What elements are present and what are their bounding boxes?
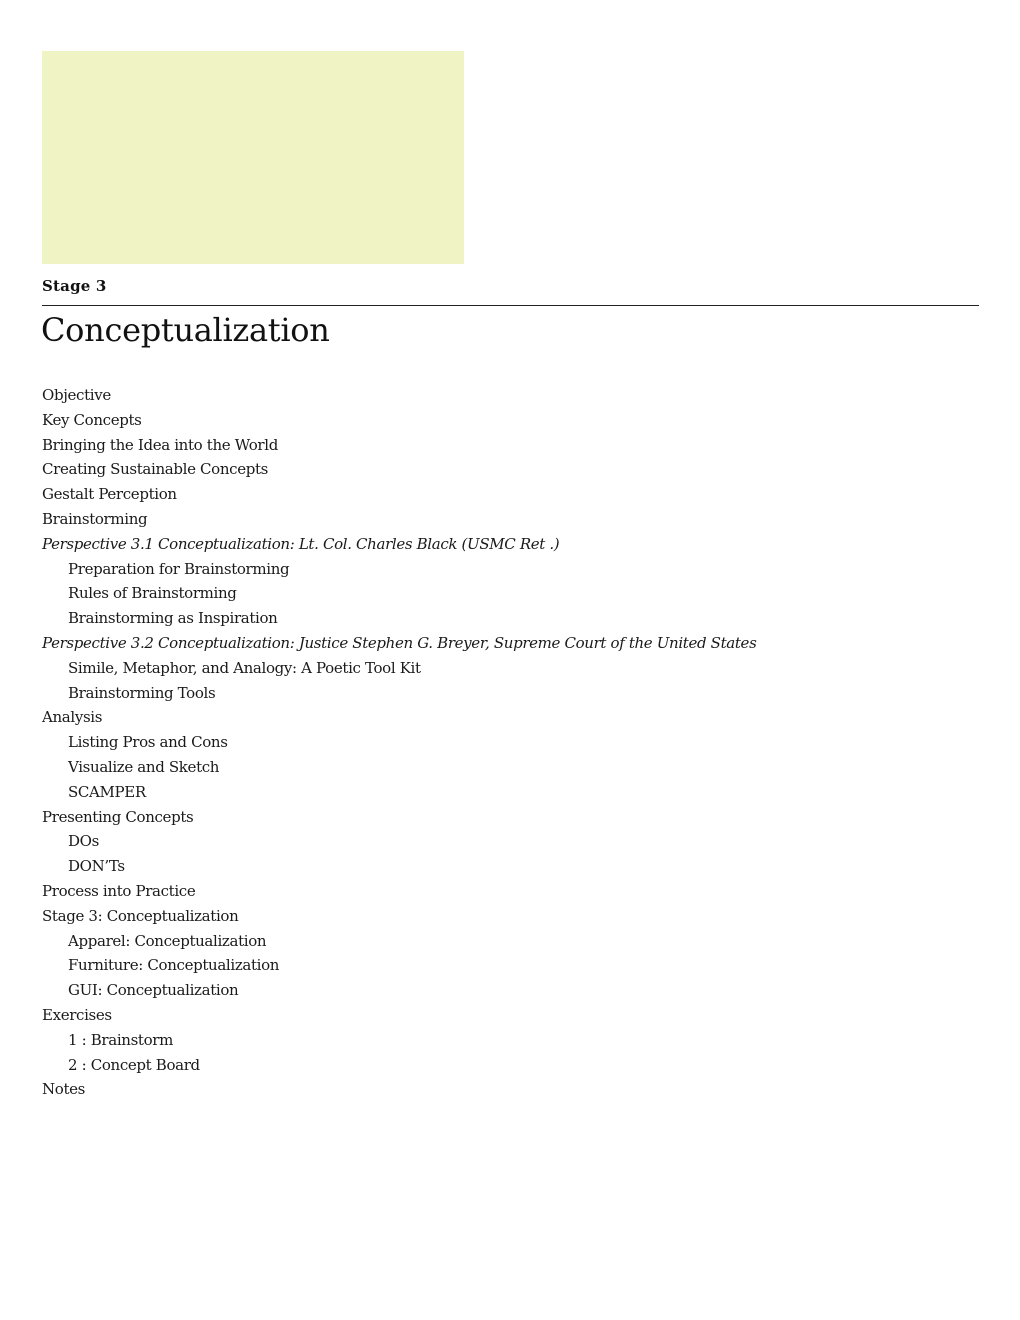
toc-entry[interactable]: Process into Practice	[42, 881, 196, 900]
toc-entry[interactable]: Perspective 3.1 Conceptualization: Lt. Col. Charles Black (USMC Ret .)	[42, 534, 560, 553]
toc-entry[interactable]: DOs	[68, 832, 99, 851]
toc-entry[interactable]: Brainstorming Tools	[68, 683, 216, 702]
chapter-title: Conceptualization	[41, 311, 330, 349]
toc-entry[interactable]: Presenting Concepts	[42, 807, 194, 826]
toc-entry[interactable]: Notes	[42, 1080, 86, 1099]
toc-entry[interactable]: Objective	[42, 386, 111, 404]
toc-entry[interactable]: 2 : Concept Board	[68, 1055, 200, 1074]
toc-entry[interactable]: Analysis	[42, 708, 103, 727]
title-divider	[42, 305, 979, 306]
toc-entry[interactable]: DON’Ts	[68, 857, 125, 876]
toc-entry[interactable]: Brainstorming as Inspiration	[68, 609, 278, 628]
toc-entry[interactable]: Rules of Brainstorming	[68, 584, 237, 603]
toc-entry[interactable]: Brainstorming	[42, 509, 148, 528]
toc-entry[interactable]: Key Concepts	[42, 410, 142, 429]
toc-entry[interactable]: SCAMPER	[68, 782, 146, 801]
toc-entry[interactable]: Exercises	[42, 1005, 112, 1024]
toc-entry[interactable]: GUI: Conceptualization	[68, 981, 239, 1000]
toc-entry[interactable]: Perspective 3.2 Conceptualization: Justice Stephen G. Breyer, Supreme Court of the United States	[42, 633, 757, 652]
toc-entry[interactable]: Apparel: Conceptualization	[68, 931, 267, 950]
toc-entry[interactable]: Preparation for Brainstorming	[68, 559, 290, 578]
table-of-contents	[42, 383, 982, 1102]
toc-entry[interactable]: 1 : Brainstorm	[68, 1030, 173, 1049]
toc-entry[interactable]: Listing Pros and Cons	[68, 733, 228, 752]
chapter-color-block	[42, 51, 464, 264]
toc-entry[interactable]: Bringing the Idea into the World	[42, 435, 278, 454]
toc-entry[interactable]: Creating Sustainable Concepts	[42, 460, 268, 479]
toc-entry[interactable]: Furniture: Conceptualization	[68, 956, 280, 975]
stage-label: Stage 3	[42, 277, 107, 295]
toc-entry[interactable]: Stage 3: Conceptualization	[42, 906, 239, 925]
toc-entry[interactable]: Gestalt Perception	[42, 485, 177, 504]
toc-entry[interactable]: Simile, Metaphor, and Analogy: A Poetic Tool Kit	[68, 658, 421, 677]
toc-entry[interactable]: Visualize and Sketch	[68, 757, 220, 776]
